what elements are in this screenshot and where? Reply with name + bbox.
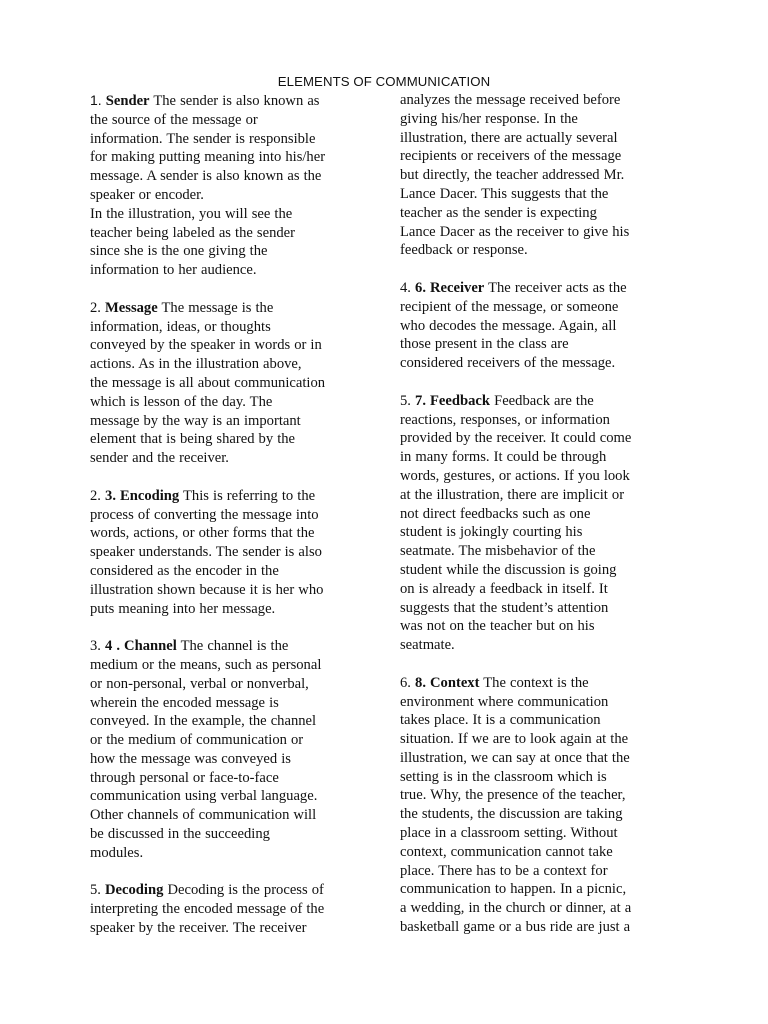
text-line: words, actions, or other forms that the [90, 525, 315, 542]
text-line: illustration, we can say at once that the [400, 749, 630, 766]
text-line: seatmate. The misbehavior of the [400, 543, 596, 560]
text-line: Other channels of communication will [90, 807, 317, 824]
text-line: speaker by the receiver. The receiver [90, 920, 307, 937]
section-text: Decoding is the process of [167, 882, 324, 899]
text-line: illustration shown because it is her who [90, 581, 324, 598]
section-number: 4. [400, 279, 411, 296]
section-text: The message is the [161, 299, 274, 316]
text-line [90, 91, 386, 111]
section [90, 299, 386, 468]
text-line: message by the way is an important [90, 412, 301, 429]
text-line: which is lesson of the day. The [90, 393, 273, 410]
text-line: but directly, the teacher addressed Mr. [400, 167, 625, 184]
section-text: The receiver acts as the [488, 279, 627, 296]
text-line: setting is in the classroom which is [400, 768, 607, 785]
text-line: student is jokingly courting his [400, 524, 583, 541]
text-line: who decodes the message. Again, all [400, 317, 617, 334]
text-line: modules. [90, 844, 144, 861]
left-column [90, 91, 386, 938]
text-line: was not on the teacher but on his [400, 618, 595, 635]
text-line: or non-personal, verbal or nonverbal, [90, 675, 309, 692]
section-heading: 7. Feedback [415, 392, 491, 409]
section [90, 91, 386, 280]
text-line: teacher being labeled as the sender [90, 224, 295, 241]
text-line: information, ideas, or thoughts [90, 318, 271, 335]
section-text: The sender is also known as [153, 93, 320, 109]
text-line: place. There has to be a context for [400, 862, 608, 879]
text-line: the message is all about communication [90, 374, 326, 391]
section-number: 1. [90, 92, 102, 108]
text-line: conveyed. In the example, the channel [90, 713, 317, 730]
text-line: speaker or encoder. [90, 186, 204, 203]
text-line: wherein the encoded message is [90, 694, 279, 711]
text-line: suggests that the student’s attention [400, 599, 609, 616]
section [400, 392, 690, 655]
section-heading: Decoding [105, 882, 164, 899]
text-line: true. Why, the presence of the teacher, [400, 787, 626, 804]
section-number: 2. [90, 299, 101, 316]
text-line: teacher as the sender is expecting [400, 204, 597, 221]
text-line: puts meaning into her message. [90, 600, 276, 617]
text-line: for making putting meaning into his/her [90, 149, 326, 166]
section-text: Feedback are the [494, 392, 594, 409]
section-number: 2. [90, 487, 101, 504]
section-heading: 8. Context [415, 674, 480, 691]
text-line: provided by the receiver. It could come [400, 430, 632, 447]
text-line [90, 487, 386, 506]
text-line: communication to happen. In a picnic, [400, 881, 627, 898]
text-line: interpreting the encoded message of the [90, 901, 325, 918]
text-line [400, 279, 690, 298]
section [90, 881, 386, 937]
text-line: recipient of the message, or someone [400, 298, 619, 315]
section-heading: Sender [105, 93, 150, 109]
section [90, 487, 386, 619]
text-line: considered receivers of the message. [400, 355, 616, 372]
text-line: information. The sender is responsible [90, 130, 316, 147]
text-line: communication using verbal language. [90, 788, 318, 805]
text-line: in many forms. It could be through [400, 449, 607, 466]
section [400, 91, 690, 260]
text-line: the students, the discussion are taking [400, 806, 623, 823]
text-line [90, 881, 386, 900]
text-line: reactions, responses, or information [400, 411, 610, 428]
text-line: Lance Dacer. This suggests that the [400, 185, 609, 202]
section-heading: 3. Encoding [105, 487, 180, 504]
text-line: be discussed in the succeeding [90, 826, 270, 843]
section-number: 6. [400, 674, 411, 691]
text-line: element that is being shared by the [90, 431, 296, 448]
text-line: speaker understands. The sender is also [90, 544, 322, 561]
text-line: seatmate. [400, 637, 455, 654]
text-line: message. A sender is also known as the [90, 168, 322, 185]
text-line: student while the discussion is going [400, 561, 617, 578]
text-line: illustration, there are actually several [400, 129, 618, 146]
text-line: not direct feedbacks such as one [400, 505, 591, 522]
section-text: This is referring to the [183, 487, 316, 504]
right-column [400, 91, 690, 937]
text-line: on is already a feedback in itself. It [400, 580, 608, 597]
text-line: the source of the message or [90, 111, 258, 128]
document-title: ELEMENTS OF COMMUNICATION [277, 74, 491, 89]
text-line [90, 637, 386, 656]
text-line: feedback or response. [400, 242, 528, 259]
text-line: analyzes the message received before [400, 92, 621, 108]
text-line: giving his/her response. In the [400, 110, 578, 127]
text-line [400, 392, 690, 411]
text-line [400, 674, 690, 693]
text-line: context, communication cannot take [400, 843, 613, 860]
text-line: recipients or receivers of the message [400, 148, 622, 165]
text-line: process of converting the message into [90, 506, 319, 523]
text-line: through personal or face-to-face [90, 769, 279, 786]
section-heading: 4 . Channel [105, 638, 177, 655]
text-line: words, gestures, or actions. If you look [400, 467, 630, 484]
text-line: information to her audience. [90, 262, 257, 279]
text-line: place in a classroom setting. Without [400, 825, 618, 842]
text-line: those present in the class are [400, 336, 569, 353]
text-line: since she is the one giving the [90, 243, 268, 260]
text-line: environment where communication [400, 693, 609, 710]
text-line: situation. If we are to look again at the [400, 731, 629, 748]
section-number: 3. [90, 638, 101, 655]
text-line: In the illustration, you will see the [90, 205, 293, 222]
section-number: 5. [400, 392, 411, 409]
text-line: takes place. It is a communication [400, 712, 601, 729]
section-number: 5. [90, 882, 101, 899]
section-heading: 6. Receiver [415, 279, 485, 296]
section-text: The context is the [483, 674, 589, 691]
text-line: medium or the means, such as personal [90, 656, 322, 673]
text-line: conveyed by the speaker in words or in [90, 337, 322, 354]
section [400, 279, 690, 373]
text-line: a wedding, in the church or dinner, at a [400, 900, 632, 917]
section-heading: Message [105, 299, 158, 316]
text-line: basketball game or a bus ride are just a [400, 919, 631, 936]
section-text: The channel is the [180, 638, 289, 655]
text-line: actions. As in the illustration above, [90, 356, 302, 373]
text-line: or the medium of communication or [90, 732, 304, 749]
text-line: Lance Dacer as the receiver to give his [400, 223, 630, 240]
text-line: considered as the encoder in the [90, 562, 279, 579]
text-line: sender and the receiver. [90, 450, 229, 467]
section [90, 637, 386, 863]
text-line [90, 299, 386, 318]
text-line: at the illustration, there are implicit or [400, 486, 625, 503]
section [400, 674, 690, 937]
text-line: how the message was conveyed is [90, 750, 291, 767]
